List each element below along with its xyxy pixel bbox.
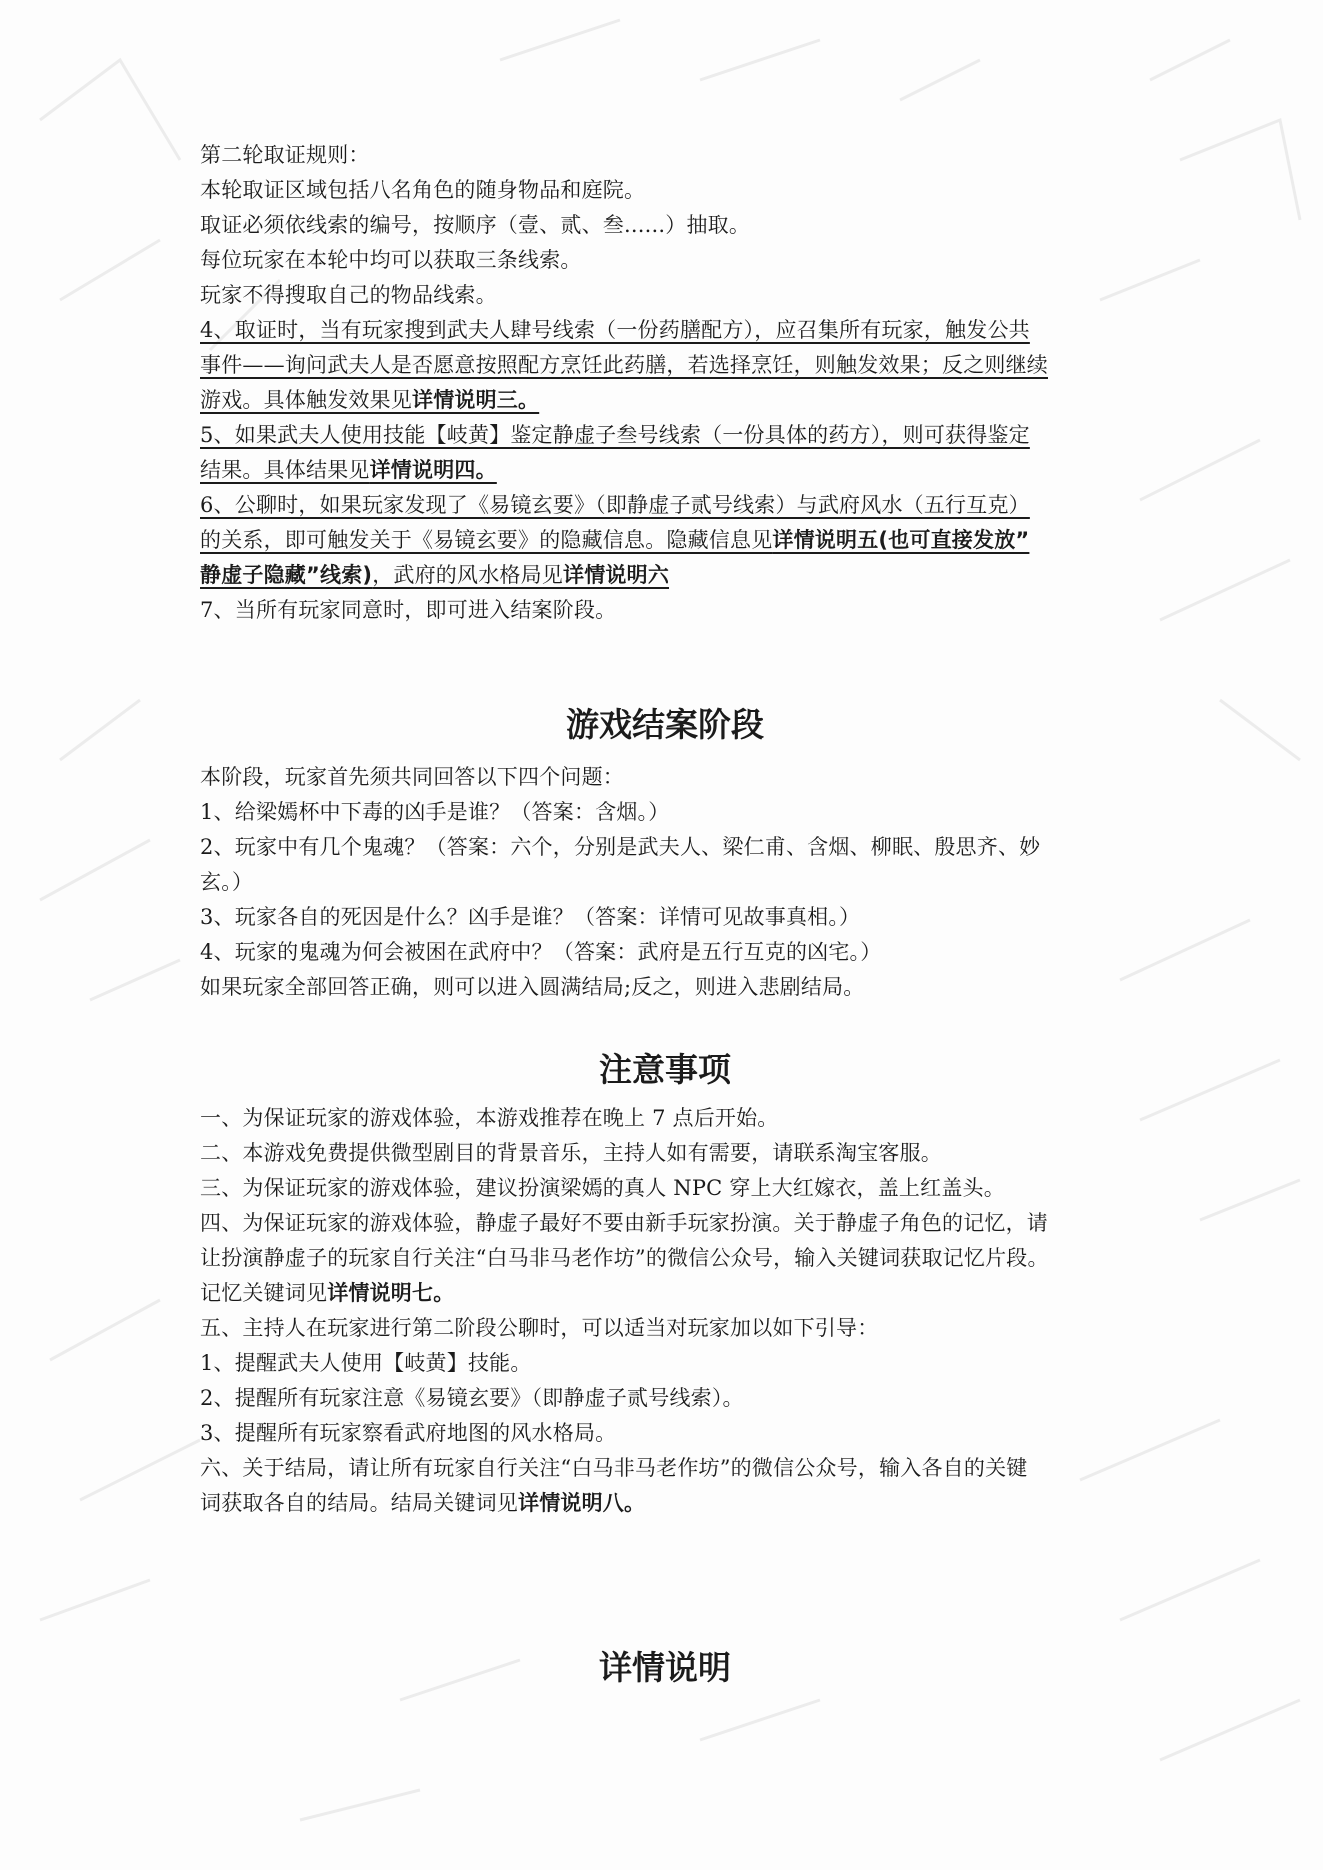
- closing-outcome: 如果玩家全部回答正确，则可以进入圆满结局;反之，则进入悲剧结局。: [200, 975, 865, 999]
- rule-4-line-c: [200, 383, 1048, 418]
- rule-6-text-2: ，武府的风水格局见: [372, 563, 564, 587]
- question-2a: 2、玩家中有几个鬼魂？（答案：六个，分别是武夫人、梁仁甫、含烟、柳眠、殷思齐、妙: [200, 835, 1041, 859]
- rule-6-line-c: [200, 558, 1048, 593]
- round2-rules: [200, 138, 1048, 628]
- note-5: 五、主持人在玩家进行第二阶段公聊时，可以适当对玩家加以如下引导：: [200, 1316, 879, 1340]
- closing-section: [200, 760, 1040, 1005]
- question-2b: 玄。）: [200, 870, 254, 894]
- rule-4-line-b: 事件——询问武夫人是否愿意按照配方烹饪此药膳，若选择烹饪，则触发效果；反之则继续: [200, 353, 1048, 377]
- round2-line-4: 玩家不得搜取自己的物品线索。: [200, 283, 497, 307]
- rule-6-line-b: [200, 523, 1048, 558]
- notes-section: [200, 1101, 1049, 1521]
- note-4c-text: 记忆关键词见: [200, 1281, 328, 1305]
- rule-6-ref: 详情说明五(也可直接发放”: [772, 528, 1030, 552]
- question-1: 1、给梁嫣杯中下毒的凶手是谁？（答案：含烟。）: [200, 800, 670, 824]
- rule-7: 7、当所有玩家同意时，即可进入结案阶段。: [200, 598, 617, 622]
- rule-4-ref: 详情说明三。: [412, 388, 540, 412]
- rule-5-text: 结果。具体结果见: [200, 458, 370, 482]
- question-4: 4、玩家的鬼魂为何会被困在武府中？（答案：武府是五行互克的凶宅。）: [200, 940, 882, 964]
- round2-line-3: 每位玩家在本轮中均可以获取三条线索。: [200, 248, 582, 272]
- note-6b-ref: 详情说明八。: [518, 1491, 646, 1515]
- note-4c-ref: 详情说明七。: [327, 1281, 455, 1305]
- note-4c: [200, 1276, 1049, 1311]
- note-6a: 六、关于结局，请让所有玩家自行关注“白马非马老作坊”的微信公众号，输入各自的关键: [200, 1456, 1028, 1480]
- rule-5-line-a: 5、如果武夫人使用技能【岐黄】鉴定静虚子叁号线索（一份具体的药方），则可获得鉴定: [200, 423, 1030, 447]
- question-3: 3、玩家各自的死因是什么？凶手是谁？（答案：详情可见故事真相。）: [200, 905, 861, 929]
- note-6b: [200, 1486, 1049, 1521]
- rule-6-line-a: 6、公聊时，如果玩家发现了《易镜玄要》（即静虚子贰号线索）与武府风水（五行互克）: [200, 493, 1030, 517]
- note-4b: 让扮演静虚子的玩家自行关注“白马非马老作坊”的微信公众号，输入关键词获取记忆片段。: [200, 1246, 1049, 1270]
- notes-heading: 注意事项: [599, 1050, 731, 1089]
- note-5-3: 3、提醒所有玩家察看武府地图的风水格局。: [200, 1421, 617, 1445]
- rule-5-ref: 详情说明四。: [369, 458, 497, 482]
- note-2: 二、本游戏免费提供微型剧目的背景音乐，主持人如有需要，请联系淘宝客服。: [200, 1141, 942, 1165]
- closing-intro: 本阶段，玩家首先须共同回答以下四个问题：: [200, 765, 624, 789]
- rule-4-text: 游戏。具体触发效果见: [200, 388, 412, 412]
- round2-line-1: 本轮取证区域包括八名角色的随身物品和庭院。: [200, 178, 646, 202]
- rule-4-line-a: 4、取证时，当有玩家搜到武夫人肆号线索（一份药膳配方），应召集所有玩家，触发公共: [200, 318, 1030, 342]
- rule-6-ref-3: 详情说明六: [563, 563, 670, 587]
- rule-6-text: 的关系，即可触发关于《易镜玄要》的隐藏信息。隐藏信息见: [200, 528, 773, 552]
- note-5-1: 1、提醒武夫人使用【岐黄】技能。: [200, 1351, 532, 1375]
- closing-heading: 游戏结案阶段: [566, 705, 764, 744]
- note-4a: 四、为保证玩家的游戏体验，静虚子最好不要由新手玩家扮演。关于静虚子角色的记忆，请: [200, 1211, 1048, 1235]
- round2-line-2: 取证必须依线索的编号，按顺序（壹、贰、叁......）抽取。: [200, 213, 751, 237]
- rule-5-line-b: [200, 453, 1048, 488]
- rule-6-ref-2: 静虚子隐藏”线索): [200, 563, 373, 587]
- round2-title: 第二轮取证规则：: [200, 143, 370, 167]
- details-heading: 详情说明: [599, 1648, 731, 1687]
- note-5-2: 2、提醒所有玩家注意《易镜玄要》（即静虚子贰号线索）。: [200, 1386, 744, 1410]
- note-6b-text: 词获取各自的结局。结局关键词见: [200, 1491, 518, 1515]
- note-3: 三、为保证玩家的游戏体验，建议扮演梁嫣的真人 NPC 穿上大红嫁衣，盖上红盖头。: [200, 1176, 1005, 1200]
- note-1: 一、为保证玩家的游戏体验，本游戏推荐在晚上 7 点后开始。: [200, 1106, 779, 1130]
